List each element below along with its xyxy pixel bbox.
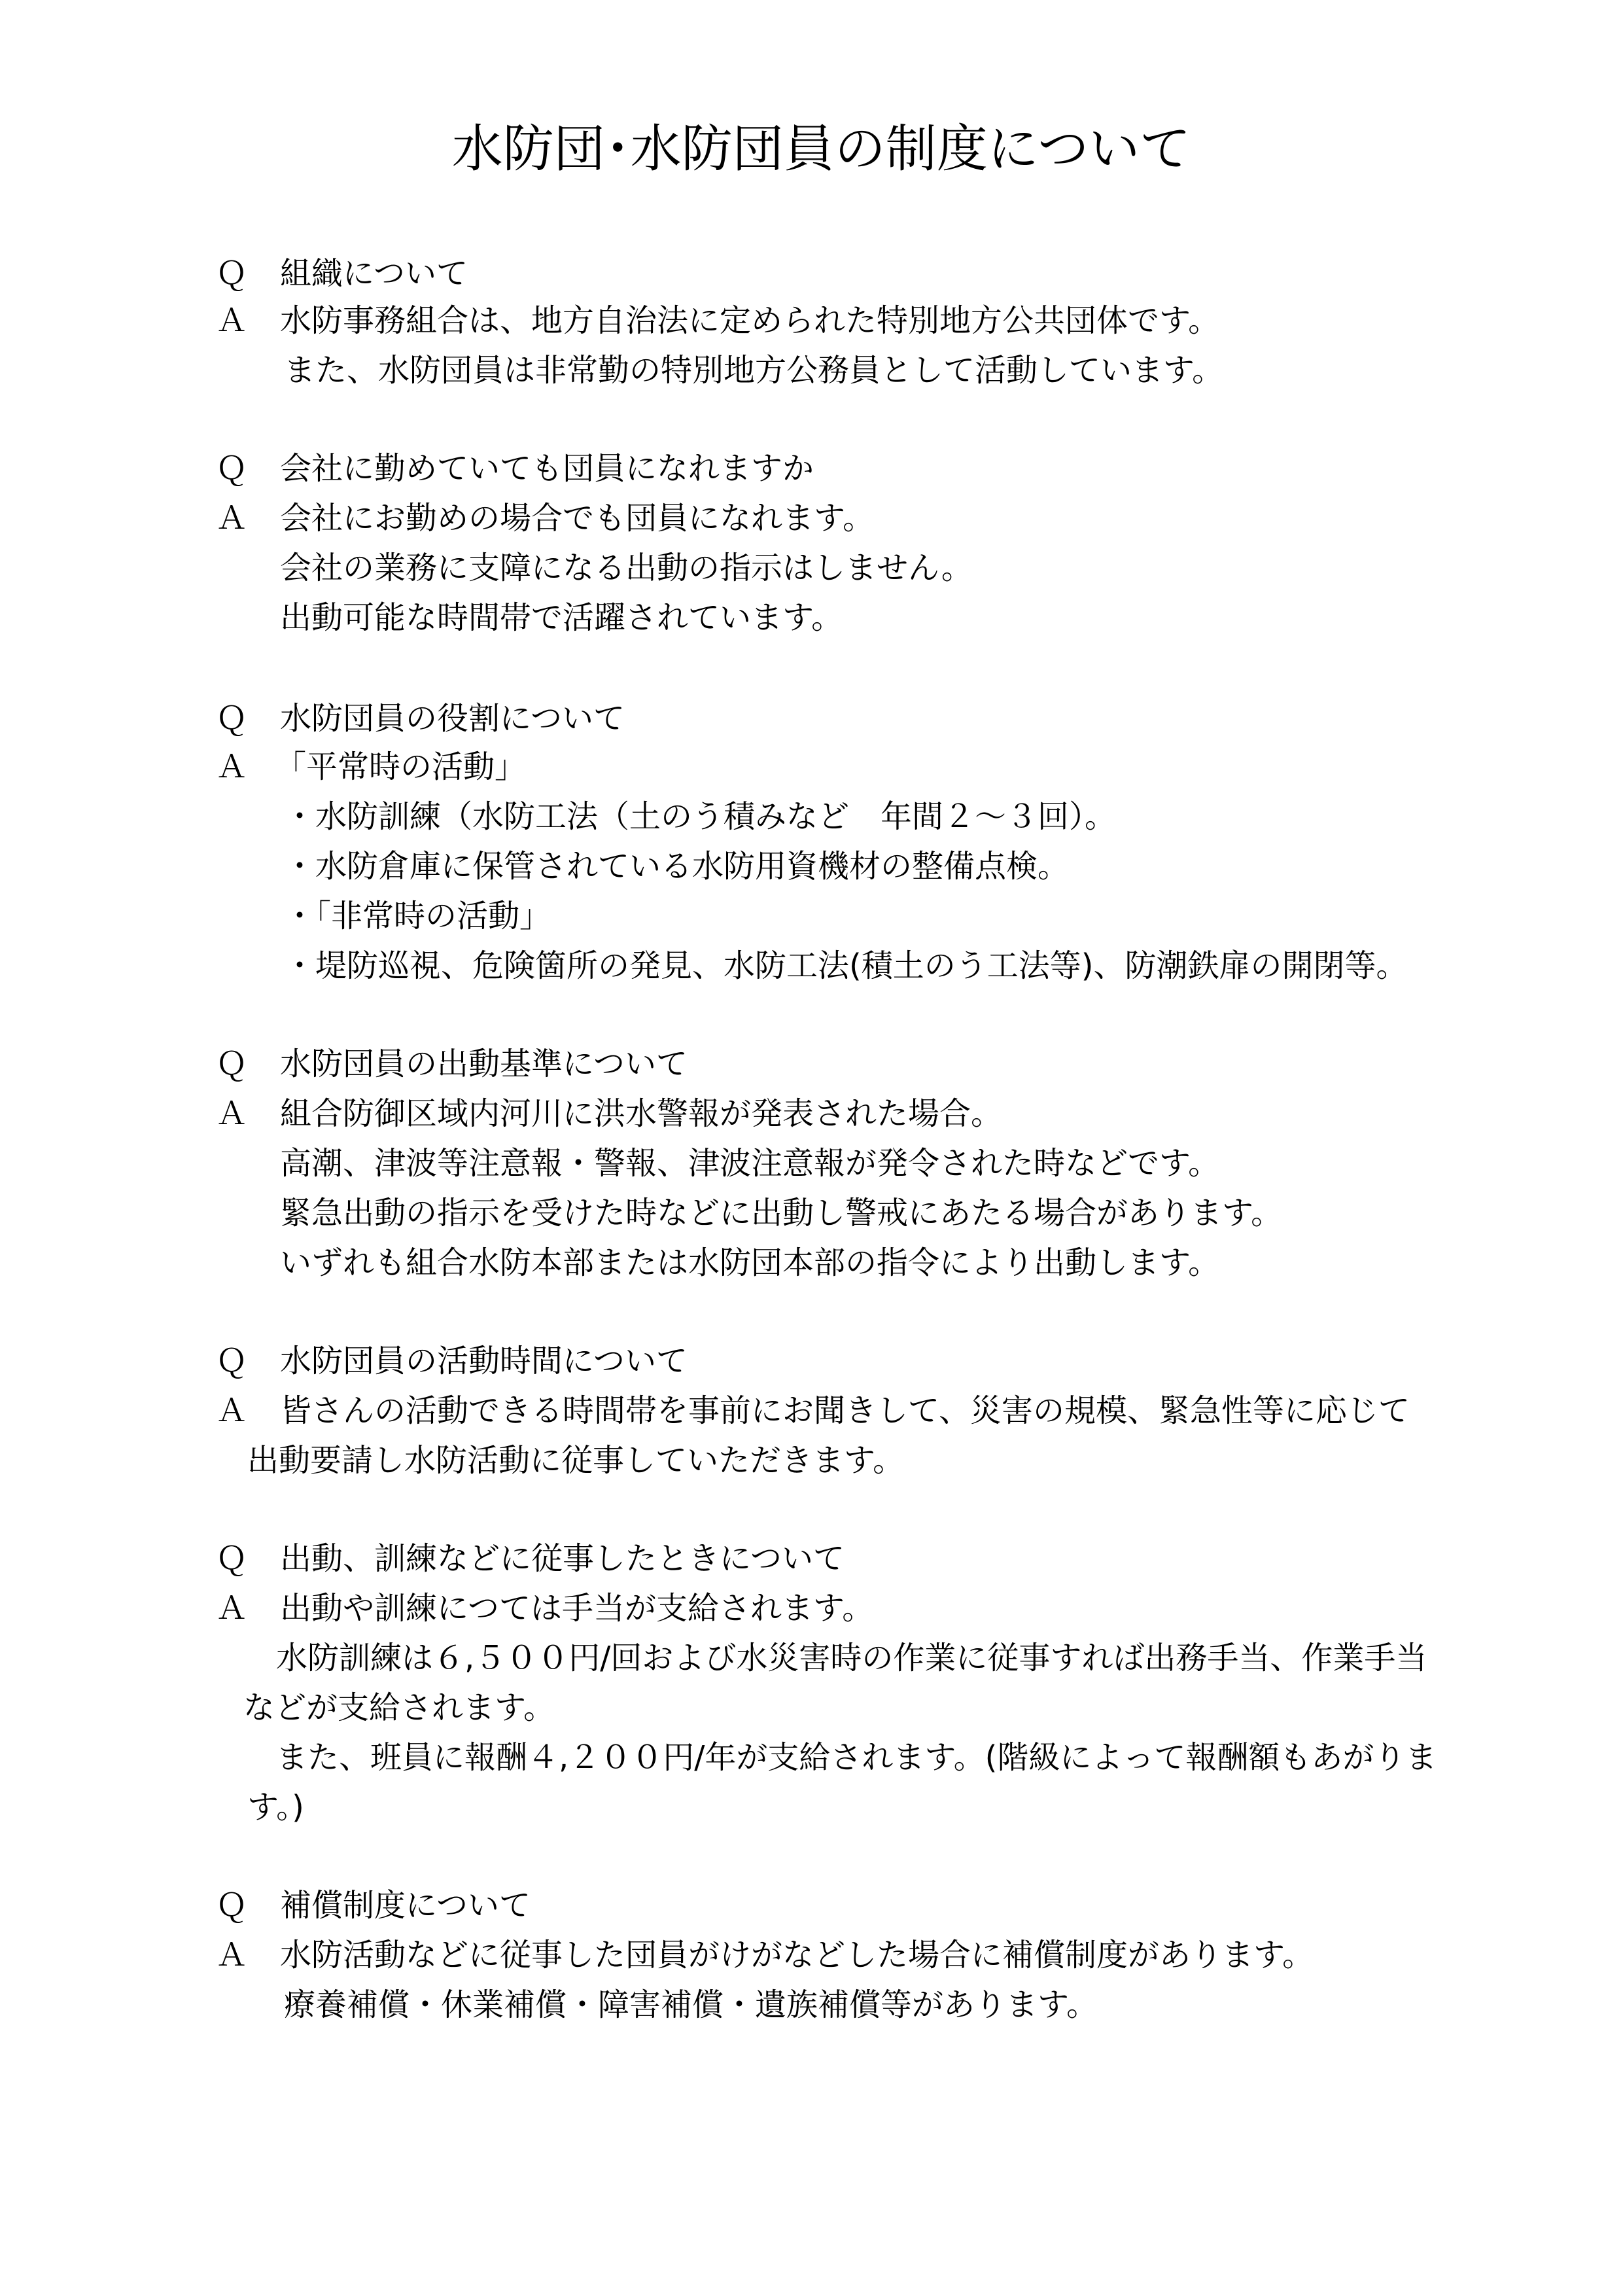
answer-line: 会社の業務に支障になる出動の指示はしません。 [280, 550, 973, 586]
answer-bullet: ・水防訓練（水防工法（土のう積みなど 年間２～３回）。 [284, 798, 1117, 835]
answer-bullet: ・「非常時の活動」 [284, 898, 551, 934]
answer-line: 出動や訓練につては手当が支給されます。 [280, 1590, 874, 1627]
question-text: 組織について [280, 255, 468, 292]
answer-line: 水防事務組合は、地方自治法に定められた特別地方公共団体です。 [280, 302, 1220, 339]
answer-line: 「平常時の活動」 [275, 749, 527, 785]
question-mark: Ｑ [216, 1540, 248, 1577]
answer-bullet: ・堤防巡視、危険箇所の発見、水防工法(積土のう工法等)、防潮鉄扉の開閉等。 [284, 947, 1408, 984]
answer-mark: Ａ [216, 500, 248, 537]
question-mark: Ｑ [216, 1887, 248, 1924]
question-mark: Ｑ [216, 450, 248, 487]
answer-line: 緊急出動の指示を受けた時などに出動し警戒にあたる場合があります。 [280, 1195, 1283, 1231]
question-text: 水防団員の役割について [280, 700, 625, 737]
answer-mark: Ａ [216, 1392, 248, 1429]
question-text: 水防団員の活動時間について [280, 1343, 688, 1379]
question-text: 水防団員の出動基準について [280, 1046, 688, 1082]
answer-mark: Ａ [216, 749, 248, 785]
answer-mark: Ａ [216, 302, 248, 339]
answer-mark: Ａ [216, 1590, 248, 1627]
answer-line: などが支給されます。 [243, 1689, 555, 1726]
answer-bullet: ・水防倉庫に保管されている水防用資機材の整備点検。 [284, 848, 1070, 885]
question-mark: Ｑ [216, 255, 248, 292]
question-mark: Ｑ [216, 1343, 248, 1379]
answer-mark: Ａ [216, 1095, 248, 1132]
question-text: 補償制度について [280, 1887, 531, 1924]
answer-line: 水防訓練は６,５００円/回および水災害時の作業に従事すれば出務手当、作業手当 [276, 1640, 1427, 1676]
answer-line: 会社にお勤めの場合でも団員になれます。 [280, 500, 875, 537]
answer-line: 水防活動などに従事した団員がけがなどした場合に補償制度があります。 [280, 1937, 1314, 1973]
answer-line: いずれも組合水防本部または水防団本部の指令により出動します。 [280, 1245, 1220, 1281]
answer-line: 出動要請し水防活動に従事していただきます。 [247, 1442, 905, 1479]
answer-line: 皆さんの活動できる時間帯を事前にお聞きして、災害の規模、緊急性等に応じて [280, 1392, 1410, 1429]
answer-line: 出動可能な時間帯で活躍されています。 [280, 599, 843, 636]
answer-mark: Ａ [216, 1937, 248, 1973]
answer-line: 療養補償・休業補償・障害補償・遺族補償等があります。 [284, 1987, 1098, 2023]
question-mark: Ｑ [216, 1046, 248, 1082]
page-title: 水防団･水防団員の制度について [451, 120, 1191, 179]
question-text: 出動、訓練などに従事したときについて [280, 1540, 845, 1577]
answer-line: す。) [247, 1789, 304, 1826]
answer-line: また、班員に報酬４,２００円/年が支給されます。(階級によって報酬額もあがりま [276, 1739, 1437, 1776]
answer-line: 高潮、津波等注意報・警報、津波注意報が発令された時などです。 [280, 1145, 1220, 1182]
question-mark: Ｑ [216, 700, 248, 737]
answer-line: 組合防御区域内河川に洪水警報が発表された場合。 [280, 1095, 1003, 1132]
answer-line: また、水防団員は非常勤の特別地方公務員として活動しています。 [284, 352, 1224, 389]
question-text: 会社に勤めていても団員になれますか [280, 450, 814, 487]
